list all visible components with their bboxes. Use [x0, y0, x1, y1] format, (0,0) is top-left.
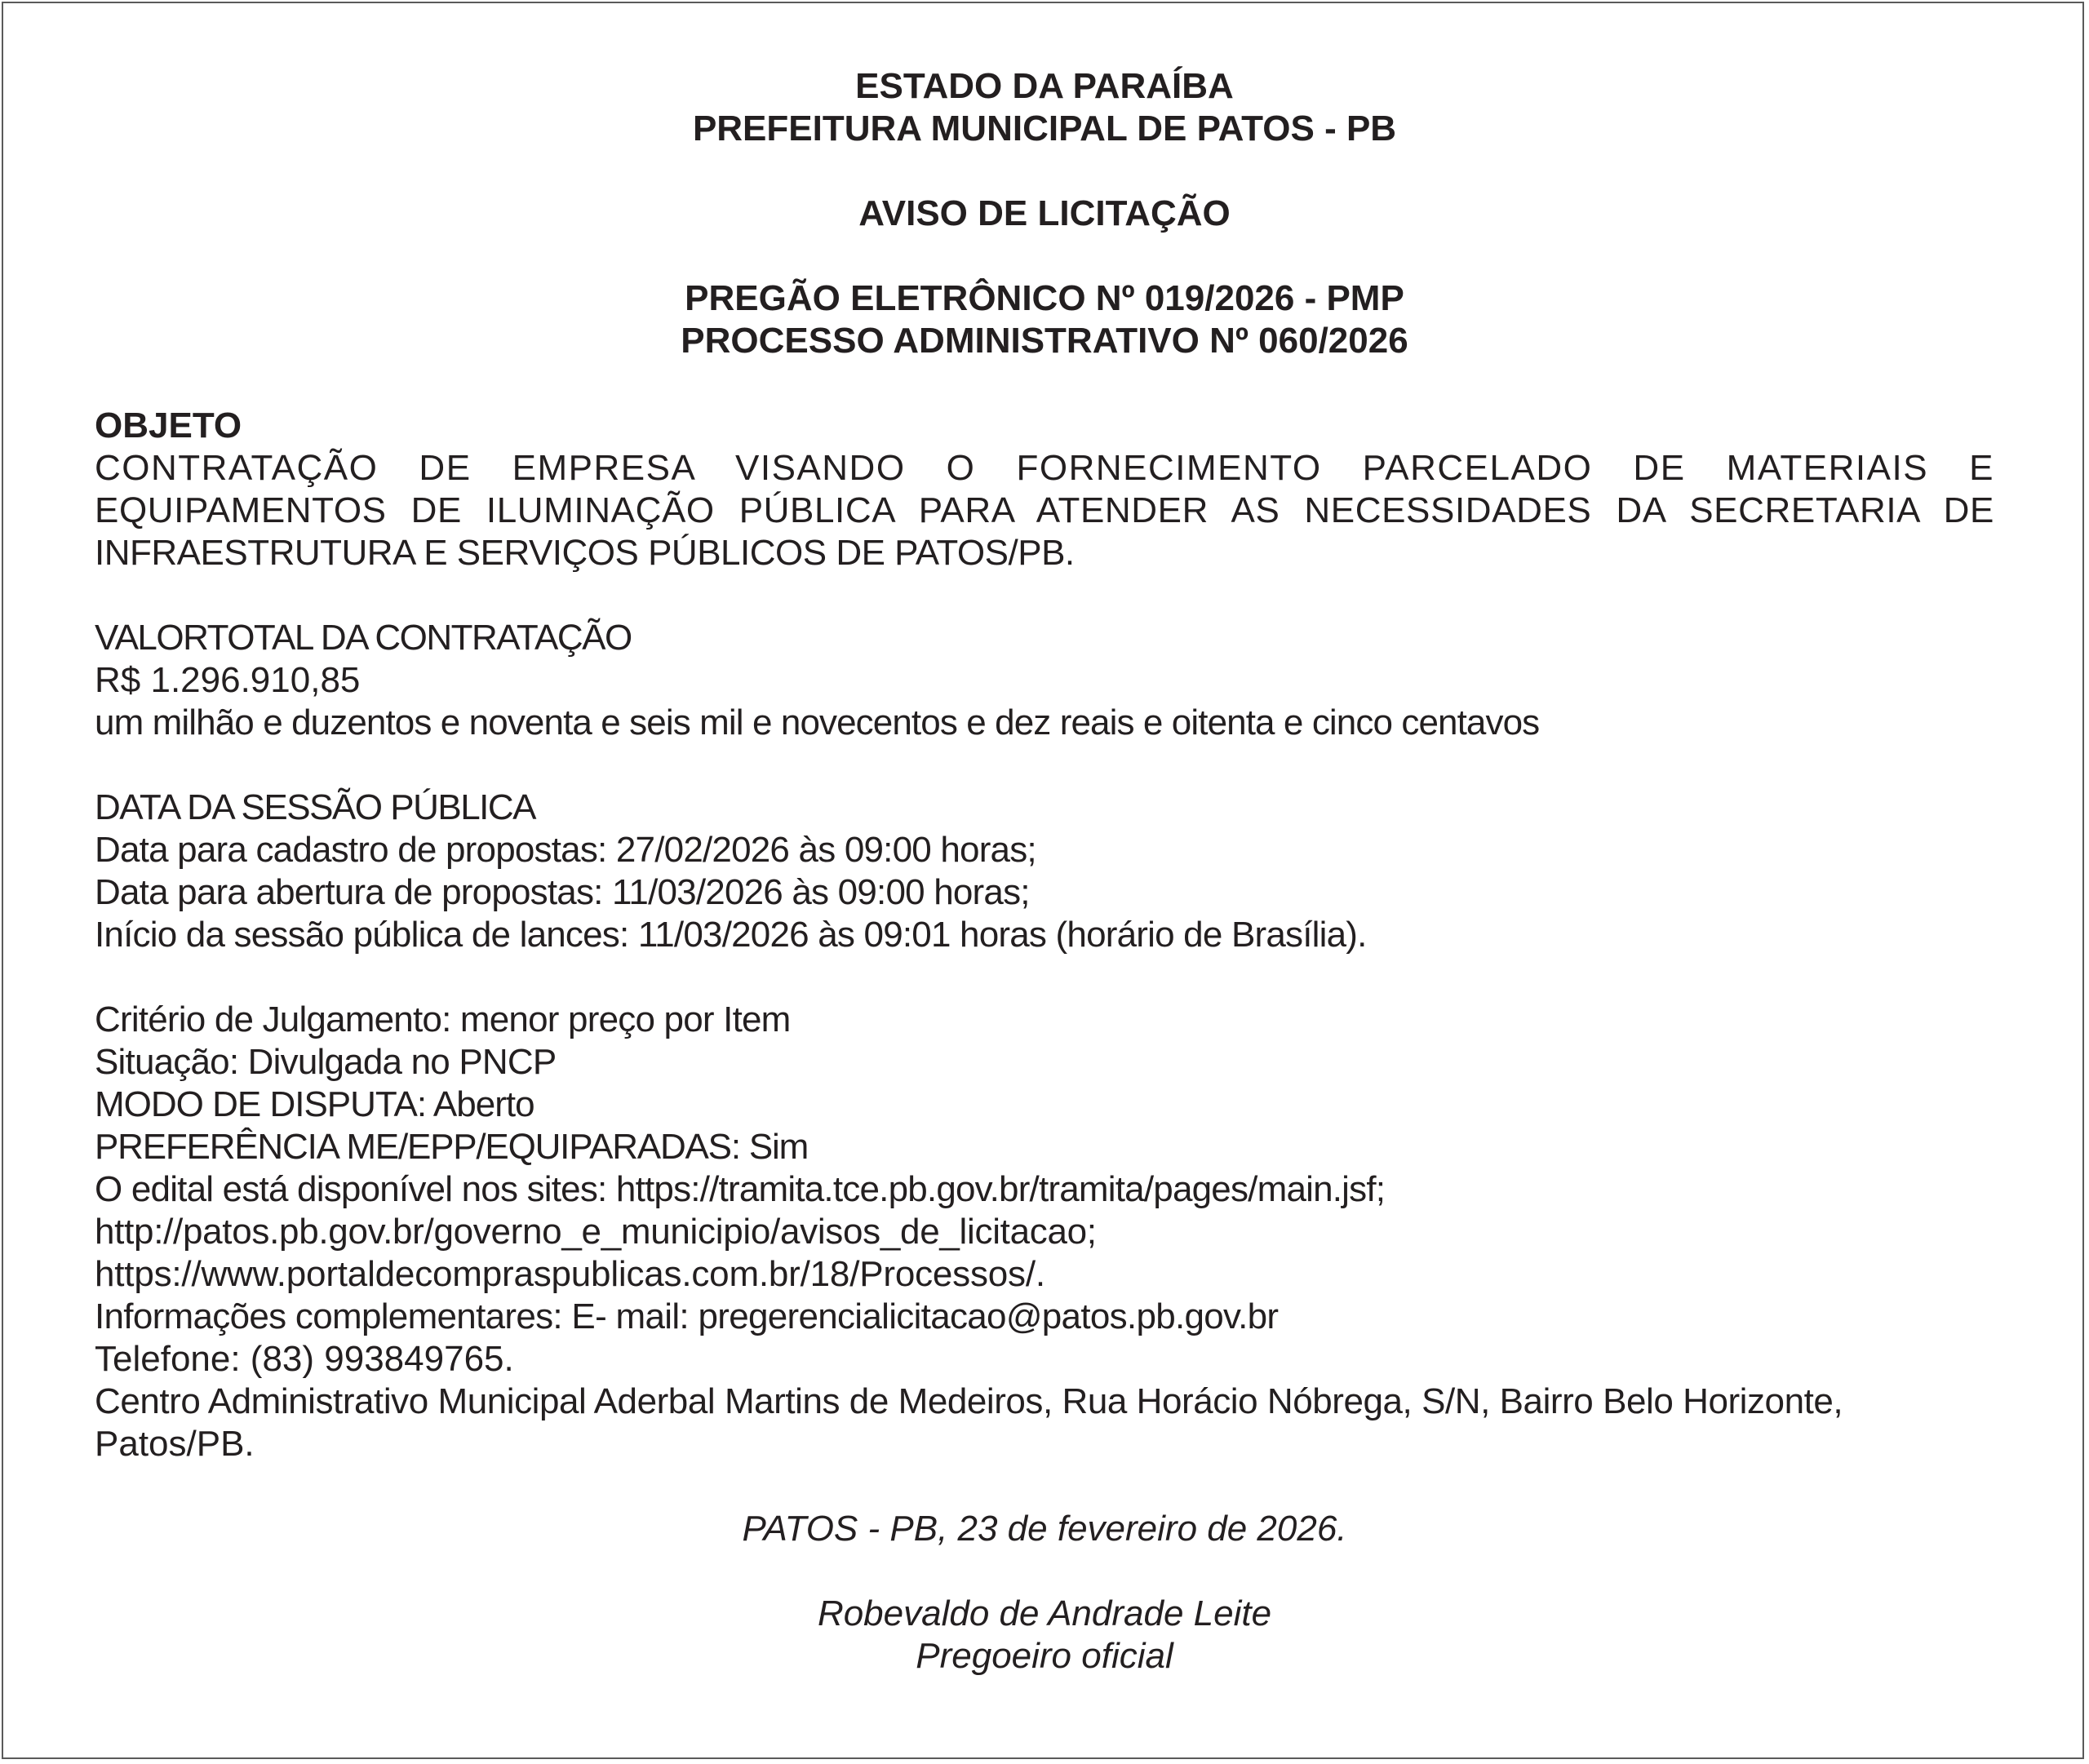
objeto-label: OBJETO	[95, 406, 242, 445]
processo-number: PROCESSO ADMINISTRATIVO Nº 060/2026	[681, 321, 1408, 361]
notice-document	[95, 65, 1994, 1678]
informacoes-complementares: Informações complementares: E- mail: pregerencialicitacao@patos.pb.gov.br	[95, 1296, 1279, 1336]
telefone: Telefone: (83) 993849765.	[95, 1339, 514, 1379]
sessao-abertura: Data para abertura de propostas: 11/03/2026 às 09:00 horas;	[95, 872, 1030, 912]
objeto-line-3: INFRAESTRUTURA E SERVIÇOS PÚBLICOS DE PATOS/PB.	[95, 533, 1075, 573]
endereco-line-2: Patos/PB.	[95, 1424, 255, 1464]
objeto-section	[95, 405, 1994, 574]
sessao-cadastro: Data para cadastro de propostas: 27/02/2026 às 09:00 horas;	[95, 830, 1036, 870]
edital-site-2: http://patos.pb.gov.br/governo_e_municipio/avisos_de_licitacao;	[95, 1212, 1097, 1252]
sessao-section	[95, 787, 1994, 956]
valor-amount: R$ 1.296.910,85	[95, 660, 361, 700]
objeto-line-2: EQUIPAMENTOS DE ILUMINAÇÃO PÚBLICA PARA ATENDER AS NECESSIDADES DA SECRETARIA DE	[95, 490, 1994, 530]
valor-label: VALORTOTAL DA CONTRATAÇÃO	[95, 618, 632, 658]
details-section	[95, 999, 1994, 1465]
signer-name: Robevaldo de Andrade Leite	[817, 1593, 1272, 1633]
edital-sites: O edital está disponível nos sites: https://tramita.tce.pb.gov.br/tramita/pages/main.jsf;	[95, 1169, 1386, 1209]
objeto-line-1: CONTRATAÇÃO DE EMPRESA VISANDO O FORNECIMENTO PARCELADO DE MATERIAIS E	[95, 448, 1994, 488]
notice-footer	[95, 1508, 1994, 1678]
signer-role: Pregoeiro oficial	[916, 1636, 1173, 1676]
pregao-number: PREGÃO ELETRÔNICO Nº 019/2026 - PMP	[685, 278, 1404, 318]
valor-extenso: um milhão e duzentos e noventa e seis mil e novecentos e dez reais e oitenta e cinco centavos	[95, 702, 1540, 742]
situacao: Situação: Divulgada no PNCP	[95, 1042, 557, 1082]
notice-header	[95, 65, 1994, 362]
state-name: ESTADO DA PARAÍBA	[855, 66, 1234, 106]
notice-title: AVISO DE LICITAÇÃO	[858, 193, 1231, 233]
valor-section	[95, 617, 1994, 744]
modo-disputa: MODO DE DISPUTA: Aberto	[95, 1084, 534, 1124]
endereco-line-1: Centro Administrativo Municipal Aderbal Martins de Medeiros, Rua Horácio Nóbrega, S/N, Bairro Belo Horizonte,	[95, 1381, 1843, 1421]
place-date: PATOS - PB, 23 de fevereiro de 2026.	[742, 1509, 1347, 1549]
sessao-inicio: Início da sessão pública de lances: 11/03/2026 às 09:01 horas (horário de Brasília).	[95, 915, 1367, 955]
municipality-name: PREFEITURA MUNICIPAL DE PATOS - PB	[692, 109, 1397, 148]
preferencia: PREFERÊNCIA ME/EPP/EQUIPARADAS: Sim	[95, 1127, 809, 1167]
sessao-label: DATA DA SESSÃO PÚBLICA	[95, 787, 536, 827]
criterio-julgamento: Critério de Julgamento: menor preço por Item	[95, 999, 791, 1039]
edital-site-3: https://www.portaldecompraspublicas.com.br/18/Processos/.	[95, 1254, 1045, 1294]
